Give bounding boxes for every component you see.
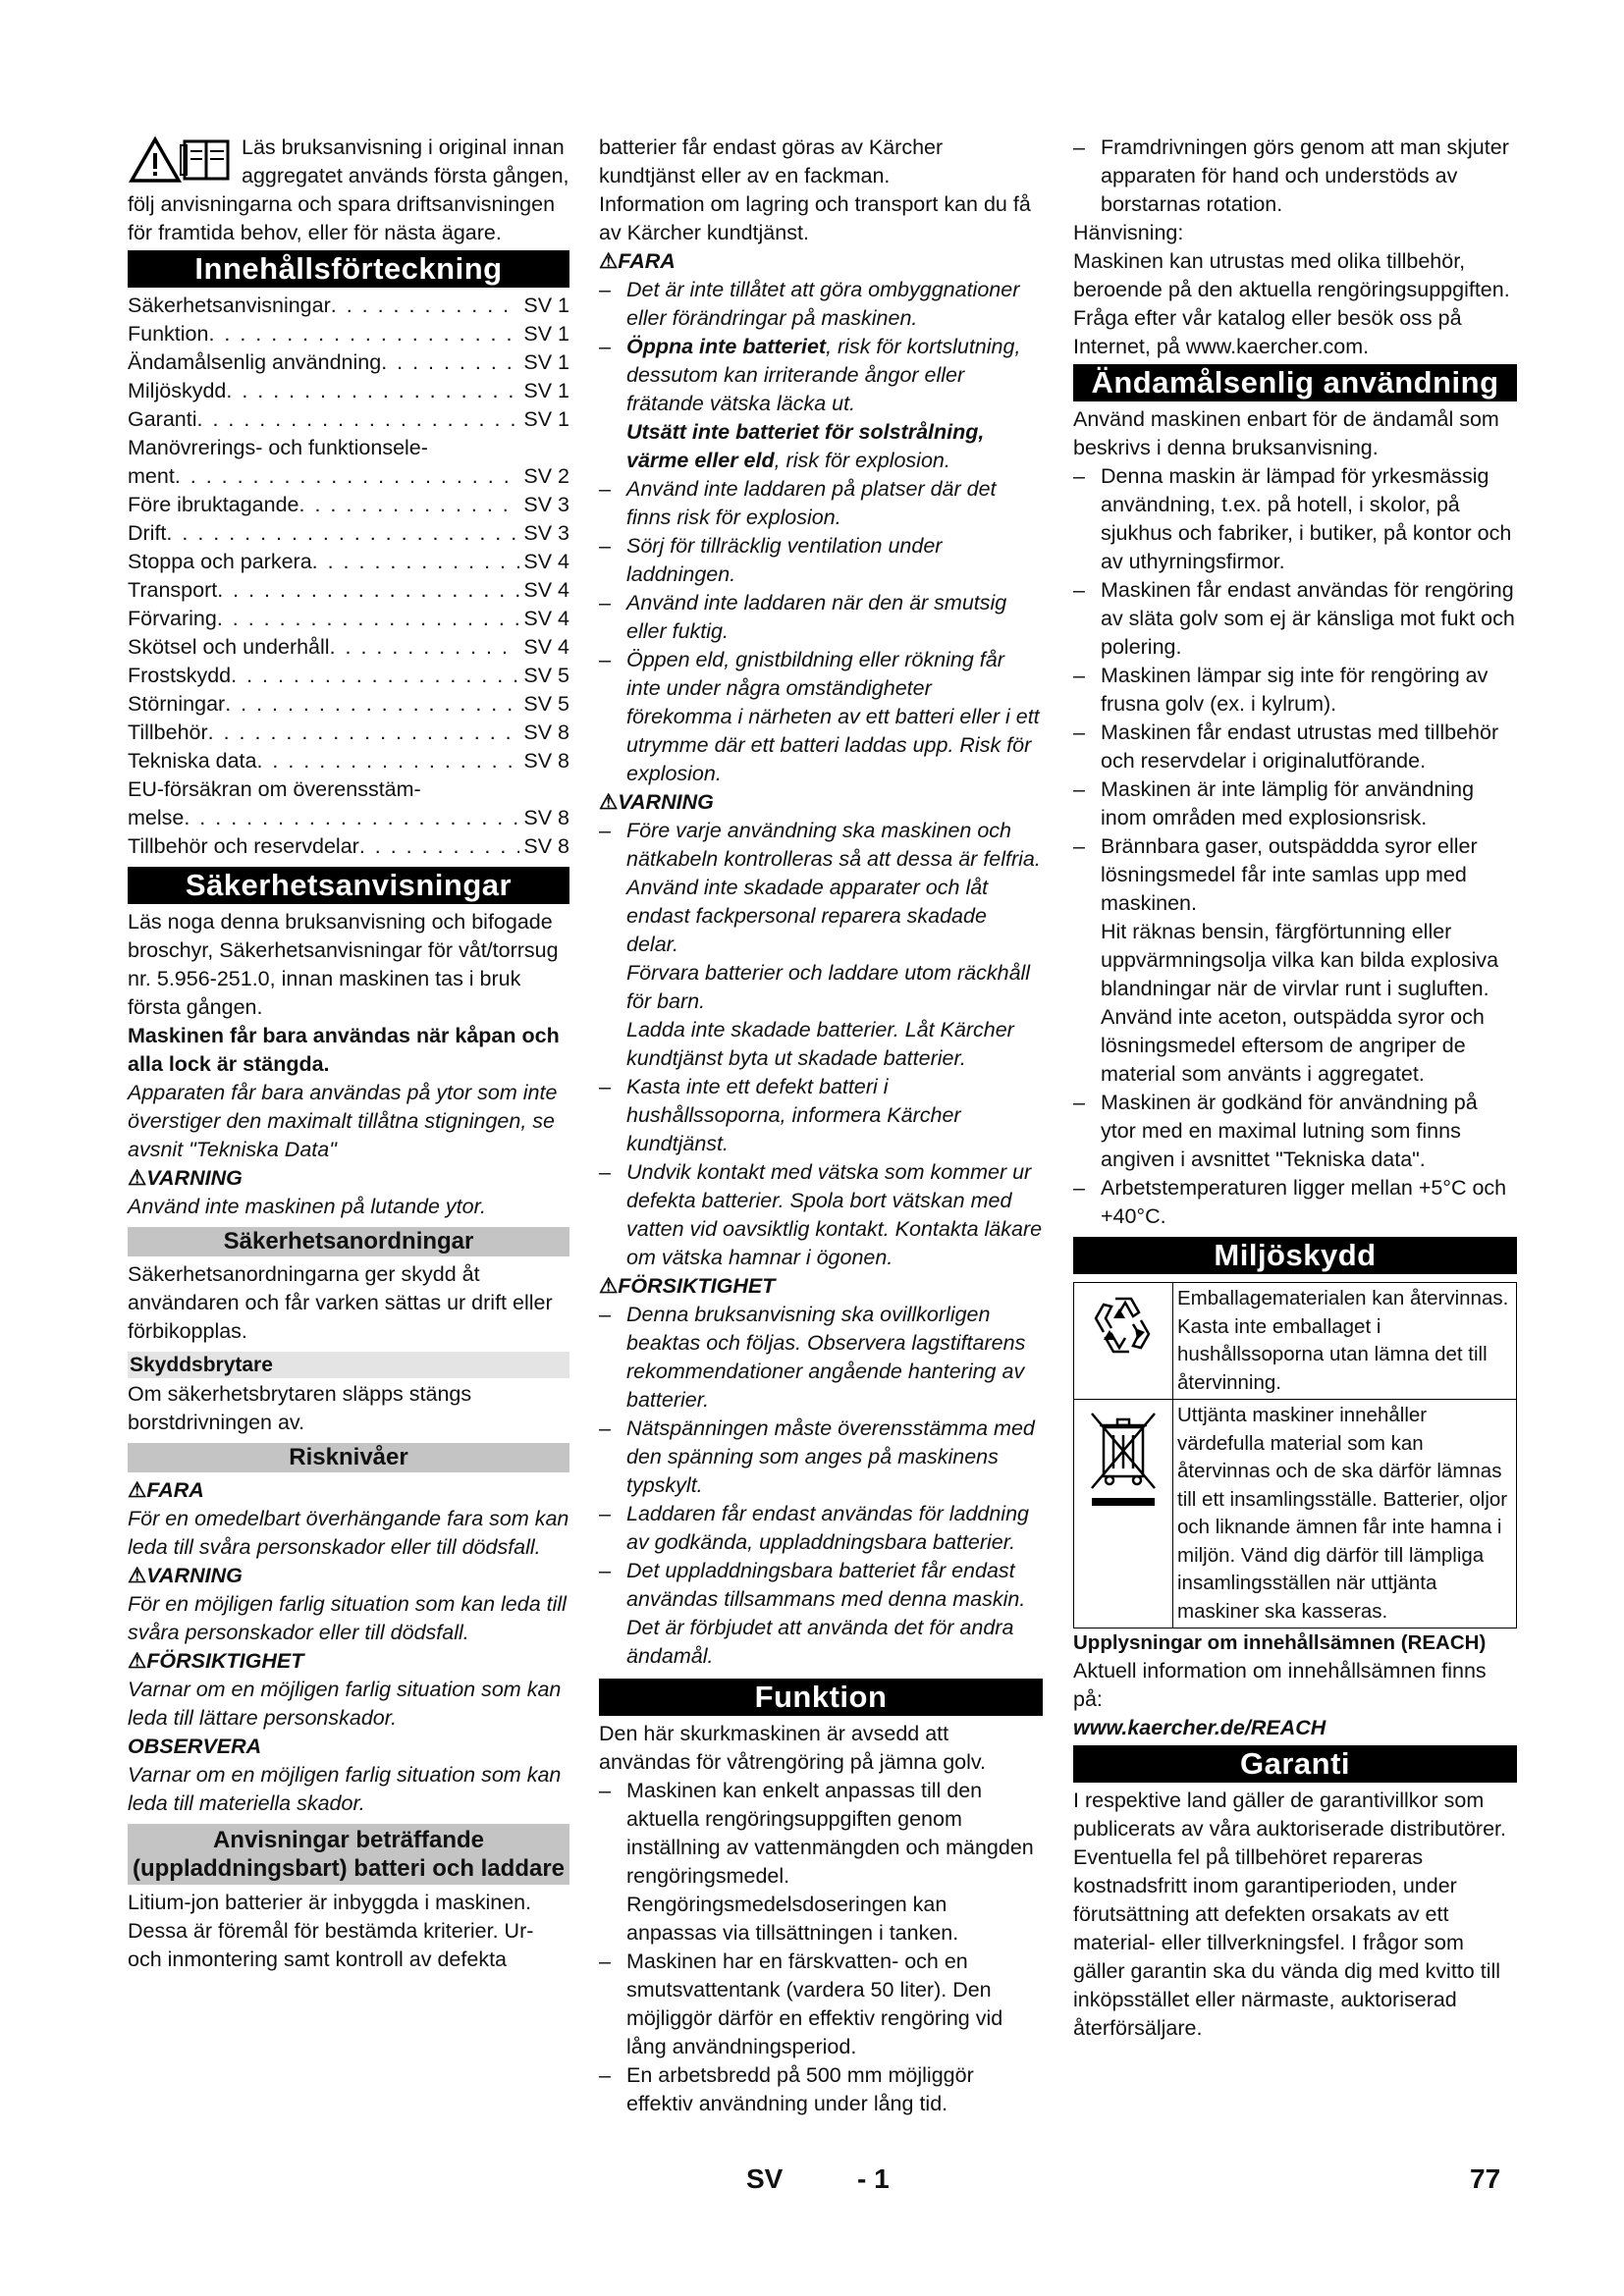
list-item: – Laddaren får endast användas för laddning av godkända, uppladdningsbara batterier.: [599, 1500, 1043, 1557]
list-item: – Kasta inte ett defekt batteri i hushållssoporna, informera Kärcher kundtjänst.: [599, 1073, 1043, 1158]
toc-entry-name: Ändamålsenlig användning: [128, 350, 382, 374]
list-item: – Maskinen är inte lämplig för användning inom områden med explosionsrisk.: [1073, 775, 1517, 832]
toc-entry: [128, 377, 569, 405]
toc-entry-page: SV 5: [523, 692, 569, 716]
storage-text: Information om lagring och transport kan du få av Kärcher kundtjänst.: [599, 192, 1031, 244]
risk-level-text: Varnar om en möjligen farlig situation som kan leda till materiella skador.: [128, 1763, 562, 1815]
list-item: – Använd inte laddaren när den är smutsig eller fuktig.: [599, 589, 1043, 646]
toc-leader: [231, 662, 519, 690]
risk-level-label: [128, 1562, 569, 1590]
note-text: Maskinen kan utrustas med olika tillbehör, beroende på den aktuella rengöringsuppgiften.: [1073, 249, 1510, 301]
warning-manual-icon: [128, 133, 236, 185]
toc-entry: [128, 405, 569, 434]
toc-entry: [128, 292, 569, 320]
toc-leader: [175, 462, 520, 491]
warning-triangle-icon: ⚠: [128, 1564, 147, 1587]
warning-triangle-icon: ⚠: [128, 1478, 147, 1502]
catalog-text: Fråga efter vår katalog eller besök oss på Internet, på www.kaercher.com.: [1073, 306, 1462, 358]
list-item: – Denna maskin är lämpad för yrkesmässig användning, t.ex. på hotell, i skolor, på sjukhus och fabriker, i butiker, på kontor och av uthyrningsfirmor.: [1073, 462, 1517, 576]
environment-table: [1073, 1282, 1517, 1629]
risk-level-label: [128, 1647, 569, 1676]
list-item: – Öppen eld, gnistbildning eller rökning får inte under några omständigheter förekomma i närheten av ett batteri eller i ett utrymme där ett batteri laddas upp. Risk för explosion.: [599, 646, 1043, 788]
recycling-row: [1074, 1283, 1516, 1400]
toc-leader: [359, 832, 520, 861]
toc-entry: [128, 348, 569, 377]
note-label: Hänvisning:: [1073, 221, 1184, 244]
toc-entry-name: Före ibruktagande: [128, 493, 299, 516]
toc-entry-page: SV 4: [523, 635, 569, 659]
list-item: – Maskinen får endast användas för rengöring av släta golv som ej är känsliga mot fukt och polering.: [1073, 576, 1517, 662]
safety-italic-note: Apparaten får bara användas på ytor som inte överstiger den maximalt tillåtna stigningen, se avsnit "Tekniska Data": [128, 1081, 558, 1161]
list-item-continuation: Rengöringsmedelsdoseringen kan anpassas via tillsättningen i tanken.: [626, 1893, 959, 1945]
danger-list: [599, 276, 1043, 788]
column-2: [599, 133, 1043, 2118]
list-item-text: , risk för explosion.: [774, 449, 950, 472]
toc-heading: Innehållsförteckning: [128, 250, 569, 288]
battery-text-cont: batterier får endast göras av Kärcher kundtjänst eller av en fackman.: [599, 135, 944, 187]
list-item-text: , risk för kortslutning, dessutom kan irriterande ångor eller frätande vätska läcka ut.: [626, 335, 1021, 415]
risk-levels-heading: Risknivåer: [128, 1443, 569, 1472]
toc-leader: [225, 690, 519, 719]
toc-entry: [128, 747, 569, 775]
toc-entry-page: SV 3: [523, 521, 569, 545]
column-1: [128, 133, 569, 1974]
risk-level-label: [128, 1733, 569, 1761]
disposal-row: [1074, 1400, 1516, 1628]
toc-entry: [128, 576, 569, 605]
toc-entry: [128, 690, 569, 719]
toc-leader: [256, 747, 519, 775]
function-heading: Funktion: [599, 1679, 1043, 1716]
risk-levels-list: [128, 1476, 569, 1818]
environment-heading: Miljöskydd: [1073, 1237, 1517, 1274]
toc-leader: [299, 491, 520, 519]
toc-entry-page: SV 1: [523, 379, 569, 402]
toc-entry-page: SV 1: [523, 322, 569, 346]
toc-entry-name: Säkerhetsanvisningar: [128, 294, 331, 317]
toc-entry-page: SV 5: [523, 664, 569, 687]
safety-intro: Läs noga denna bruksanvisning och bifogade broschyr, Säkerhetsanvisningar för våt/torrsug nr. 5.956-251.0, innan maskinen tas i bruk första gången.: [128, 910, 559, 1019]
danger-label: ⚠FARA: [599, 247, 1043, 276]
toc-entry: [128, 462, 569, 491]
warranty-heading: Garanti: [1073, 1745, 1517, 1783]
toc-leader: [331, 292, 520, 320]
list-item-continuation: Förvara batterier och laddare utom räckhåll för barn.: [626, 961, 1031, 1013]
toc-entry-name: Funktion: [128, 322, 209, 346]
toc-entry-page: SV 8: [523, 749, 569, 773]
risk-level-text: För en omedelbart överhängande fara som kan leda till svåra personskador eller till dödsfall.: [128, 1507, 569, 1559]
toc-entry-name: Transport: [128, 578, 218, 602]
caution-label: ⚠FÖRSIKTIGHET: [599, 1272, 1043, 1301]
list-item: – Det uppladdningsbara batteriet får endast användas tillsammans med denna maskin. Det är förbjudet att använda det för andra ändamål.: [599, 1557, 1043, 1671]
function-list: [599, 1777, 1043, 2118]
warning-label: ⚠VARNING: [128, 1164, 569, 1193]
toc-entry-page: SV 8: [523, 721, 569, 744]
reach-text: Aktuell information om innehållsämnen finns på:: [1073, 1659, 1487, 1711]
list-item: – Maskinen lämpar sig inte för rengöring av frusna golv (ex. i kylrum).: [1073, 662, 1517, 719]
footer-section-number: - 1: [857, 2163, 890, 2194]
toc-entry-name: Stoppa och parkera: [128, 550, 312, 573]
risk-level-name: OBSERVERA: [128, 1735, 262, 1758]
intended-use-heading: Ändamålsenlig användning: [1073, 364, 1517, 401]
list-item-emphasis: Öppna inte batteriet: [626, 335, 827, 358]
warning-text: Använd inte maskinen på lutande ytor.: [128, 1195, 486, 1218]
toc-leader: [226, 377, 519, 405]
switch-text: Om säkerhetsbrytaren släpps stängs borstdrivningen av.: [128, 1382, 472, 1434]
list-item: – Maskinen kan enkelt anpassas till den aktuella rengöringsuppgiften genom inställning av vattenmängden och mängden rengöringsmedel.: [599, 1777, 1043, 1891]
intended-use-list: [1073, 462, 1517, 1231]
risk-level-name: FARA: [146, 1478, 204, 1502]
list-item: – Maskinen får endast utrustas med tillbehör och reservdelar i originalutförande.: [1073, 719, 1517, 775]
recycling-text: Emballagematerialen kan återvinnas. Kasta inte emballaget i hushållssoporna utan lämna det till återvinning.: [1177, 1287, 1509, 1394]
caution-list: [599, 1301, 1043, 1671]
warning-label: ⚠VARNING: [599, 788, 1043, 817]
list-item: – En arbetsbredd på 500 mm möjliggör effektiv användning under lång tid.: [599, 2061, 1043, 2118]
toc-leader: [197, 405, 520, 434]
toc-leader: [312, 548, 520, 576]
toc-entry: [128, 804, 569, 832]
toc-entry-name: Förvaring: [128, 607, 217, 630]
battery-heading: Anvisningar beträffande (uppladdningsbart) batteri och laddare: [128, 1824, 569, 1885]
toc-entry-page: SV 4: [523, 578, 569, 602]
intended-use-text: Använd maskinen enbart för de ändamål som beskrivs i denna bruksanvisning.: [1073, 407, 1499, 459]
recycle-icon: [1074, 1283, 1173, 1399]
toc-entry-page: SV 1: [523, 294, 569, 317]
warning-triangle-icon: ⚠: [128, 1166, 147, 1190]
toc-leader: [217, 576, 519, 605]
list-item-continuation: Hit räknas bensin, färgförtunning eller uppvärmningsolja vilka kan bilda explosiva blandningar när de virvlar runt i sugluften. Använd inte aceton, outspädda syror och lösningsmedel eftersom de angriper de material som använts i aggregatet.: [1101, 920, 1499, 1086]
intro-block: [128, 133, 569, 247]
disposal-text: Uttjänta maskiner innehåller värdefulla material som kan återvinnas och de ska därför lämnas till ett insamlingsställe. Batterier, oljor och liknande ämnen får inte hamna i miljön. Vänd dig därför till lämpliga insamlingsställen när uttjänta maskiner ska kasseras.: [1177, 1404, 1508, 1623]
list-item: – Arbetstemperaturen ligger mellan +5°C och +40°C.: [1073, 1174, 1517, 1231]
list-item: – Maskinen har en färskvatten- och en smutsvattentank (vardera 50 liter). Den möjliggör därför en effektiv rengöring vid lång användningsperiod.: [599, 1948, 1043, 2061]
toc-entry-name: Tekniska data: [128, 749, 257, 773]
toc-entry: [128, 519, 569, 548]
toc-entry-page: SV 3: [523, 493, 569, 516]
risk-level-name: VARNING: [146, 1564, 243, 1587]
safety-bold-note: Maskinen får bara användas när kåpan och alla lock är stängda.: [128, 1024, 560, 1076]
list-item: – Sörj för tillräcklig ventilation under laddningen.: [599, 532, 1043, 589]
safety-devices-text: Säkerhetsanordningarna ger skydd åt användaren och får varken sättas ur drift eller förbikopplas.: [128, 1262, 553, 1343]
list-item: – Före varje användning ska maskinen och nätkabeln kontrolleras så att dessa är felfria. Använd inte skadade apparater och låt endast fackpersonal reparera skadade delar.: [599, 817, 1043, 959]
risk-level-text: För en möjligen farlig situation som kan leda till svåra personskador eller till dödsfall.: [128, 1592, 567, 1644]
toc-entry-name: Tillbehör: [128, 721, 208, 744]
toc-leader: [208, 719, 520, 747]
list-item: – Nätspänningen måste överensstämma med den spänning som anges på maskinens typskylt.: [599, 1415, 1043, 1500]
toc-entry: [128, 832, 569, 861]
list-item-emphasis: Utsätt inte batteriet för solstrålning, värme eller eld: [626, 420, 985, 472]
switch-heading: Skyddsbrytare: [128, 1352, 569, 1378]
list-item: – Denna bruksanvisning ska ovillkorligen beaktas och följas. Observera lagstiftarens rekommendationer angående hantering av batterier.: [599, 1301, 1043, 1415]
toc-entry: [128, 662, 569, 690]
toc-entry: [128, 605, 569, 633]
drive-item: – Framdrivningen görs genom att man skjuter apparaten för hand och understöds av borstarnas rotation.: [1073, 133, 1517, 219]
reach-url[interactable]: www.kaercher.de/REACH: [1073, 1716, 1326, 1739]
warning-triangle-icon: ⚠: [599, 249, 619, 273]
toc-entry-name: Miljöskydd: [128, 379, 227, 402]
toc-entry-line1: Manövrerings- och funktionsele-: [128, 436, 428, 459]
toc-leader: [330, 633, 520, 662]
toc-entry: [128, 548, 569, 576]
toc-leader: [208, 320, 519, 348]
risk-level-text: Varnar om en möjligen farlig situation som kan leda till lättare personskador.: [128, 1678, 562, 1730]
list-item-continuation: Ladda inte skadade batterier. Låt Kärcher kundtjänst byta ut skadade batterier.: [626, 1018, 1014, 1070]
toc-entry: [128, 491, 569, 519]
toc-entry-line1: EU-försäkran om överensstäm-: [128, 777, 421, 801]
list-item: – Använd inte laddaren på platser där det finns risk för explosion.: [599, 475, 1043, 532]
safety-heading: Säkerhetsanvisningar: [128, 867, 569, 904]
list-item: [599, 333, 1043, 418]
toc-leader: [166, 519, 519, 548]
toc-entry-page: SV 1: [523, 407, 569, 431]
toc-leader: [184, 804, 519, 832]
page-number: 77: [1470, 2163, 1501, 2194]
warning-list: [599, 817, 1043, 1272]
safety-devices-heading: Säkerhetsanordningar: [128, 1227, 569, 1256]
toc-entry-page: SV 4: [523, 607, 569, 630]
toc-entry: [128, 320, 569, 348]
toc-entry-page: SV 4: [523, 550, 569, 573]
toc-entry-name: Störningar: [128, 692, 226, 716]
reach-heading: Upplysningar om innehållsämnen (REACH): [1073, 1631, 1487, 1654]
toc-entry-page: SV 2: [523, 464, 569, 488]
list-item: – Undvik kontakt med vätska som kommer ur defekta batterier. Spola bort vätskan med vatten vid oavsiktlig kontakt. Kontakta läkare om vätska hamnar i ögonen.: [599, 1158, 1043, 1272]
warning-triangle-icon: ⚠: [128, 1649, 147, 1673]
intro-text: Läs bruksanvisning i original innan aggregatet används första gången, följ anvisningarna och spara driftsanvisningen för framtida behov, eller för nästa ägare.: [128, 135, 569, 244]
warning-triangle-icon: ⚠: [599, 1274, 619, 1298]
list-item: – Det är inte tillåtet att göra ombyggnationer eller förändringar på maskinen.: [599, 276, 1043, 333]
toc-entry-name: Drift: [128, 521, 167, 545]
crossed-bin-icon: [1074, 1400, 1173, 1628]
toc-entry-page: SV 1: [523, 350, 569, 374]
toc-entry-name: Frostskydd: [128, 664, 232, 687]
toc-entry-page: SV 8: [523, 806, 569, 829]
risk-level-label: [128, 1476, 569, 1505]
toc-entry-name: Garanti: [128, 407, 197, 431]
list-item-continuation: [599, 418, 1043, 475]
toc-entry: [128, 633, 569, 662]
function-text: Den här skurkmaskinen är avsedd att användas för våtrengöring på jämna golv.: [599, 1722, 987, 1774]
risk-level-name: FÖRSIKTIGHET: [146, 1649, 304, 1673]
battery-text: Litium-jon batterier är inbyggda i maskinen. Dessa är föremål för bestämda kriterier. Ur- och inmontering samt kontroll av defekta: [128, 1891, 534, 1971]
warranty-text: I respektive land gäller de garantivillkor som publicerats av våra auktoriserade distributörer. Eventuella fel på tillbehöret repareras kostnadsfritt inom garantiperioden, under förutsättning att defekten orsakats av ett material- eller tillverkningsfel. I frågor som gäller garantin ska du vända dig med kvitto till inköpsstället eller närmaste, auktoriserad återförsäljare.: [1073, 1789, 1506, 2040]
footer-language: SV: [746, 2163, 784, 2194]
toc-leader: [217, 605, 520, 633]
list-item: – Maskinen är godkänd för användning på ytor med en maximal lutning som finns angiven i avsnittet "Tekniska data".: [1073, 1089, 1517, 1174]
toc-entry-page: SV 8: [523, 834, 569, 858]
table-of-contents: [128, 292, 569, 861]
column-3: [1073, 133, 1517, 2043]
toc-entry-name: Skötsel och underhåll: [128, 635, 330, 659]
toc-entry-name: Tillbehör och reservdelar: [128, 834, 359, 858]
warning-triangle-icon: ⚠: [599, 790, 619, 814]
toc-entry-name: melse: [128, 806, 185, 829]
toc-entry-name: ment: [128, 464, 175, 488]
list-item: – Brännbara gaser, outspäddda syror eller lösningsmedel får inte samlas upp med maskinen.: [1073, 832, 1517, 918]
toc-entry: [128, 719, 569, 747]
toc-leader: [381, 348, 519, 377]
